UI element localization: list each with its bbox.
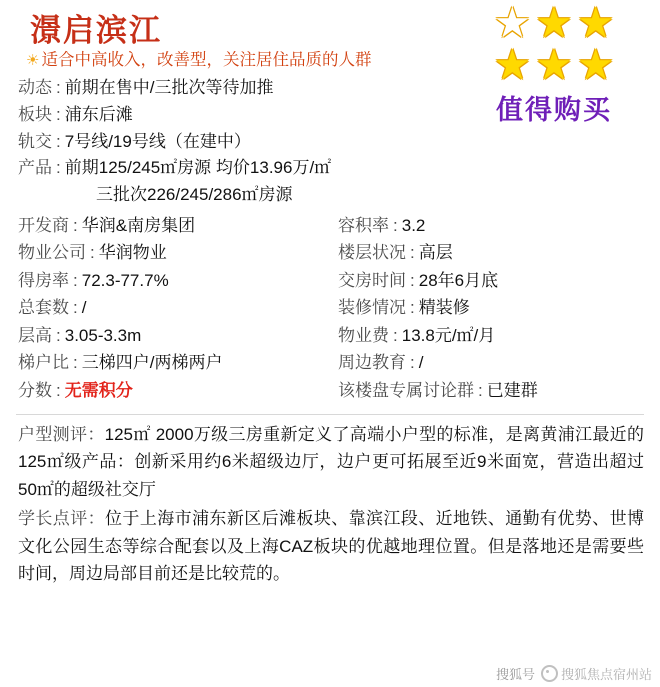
section-divider	[16, 414, 644, 415]
detail-value: 华润物业	[98, 243, 167, 263]
badge-label: 值得购买	[496, 95, 612, 126]
detail-value: 72.3-77.7%	[81, 270, 169, 290]
colon: :	[56, 104, 61, 124]
detail-label: 层高	[18, 325, 52, 345]
colon: :	[56, 325, 61, 345]
detail-label: 容积率	[338, 215, 389, 235]
info-row	[18, 129, 648, 156]
detail-cell	[338, 349, 648, 377]
colon: :	[73, 298, 78, 318]
star-icon: ★	[493, 41, 532, 88]
detail-cell	[338, 212, 648, 240]
detail-label: 交房时间	[338, 270, 406, 290]
watermark-account: 搜狐号	[495, 667, 535, 682]
detail-label: 梯户比	[18, 353, 69, 373]
colon: :	[410, 353, 415, 373]
colon: :	[56, 131, 61, 151]
colon: :	[90, 243, 95, 263]
detail-cell	[18, 322, 338, 350]
review-floorplan	[18, 421, 644, 504]
detail-label: 物业费	[338, 325, 389, 345]
colon: :	[73, 270, 78, 290]
review-text: 125㎡ 2000万级三房重新定义了高端小户型的标准，是离黄浦江最近的125㎡级产品：创新采用约6米超级边厅，边户更可拓展至近9米面宽，营造出超过50㎡的超级社交厅	[18, 424, 645, 499]
detail-value: 三梯四户/两梯两户	[81, 353, 223, 373]
info-row	[18, 155, 648, 182]
info-value: 浦东后滩	[64, 104, 133, 124]
detail-cell	[338, 239, 648, 267]
colon: :	[393, 215, 398, 235]
detail-value: 已建群	[486, 381, 538, 401]
detail-label: 该楼盘专属讨论群	[338, 381, 474, 401]
detail-label: 装修情况	[338, 298, 406, 318]
detail-cell	[18, 239, 338, 267]
detail-cell	[18, 349, 338, 377]
info-label: 轨交	[18, 131, 52, 151]
star-row-bottom	[454, 41, 654, 88]
watermark	[496, 664, 652, 683]
detail-label: 周边教育	[338, 353, 406, 373]
star-icon: ★	[535, 0, 573, 46]
page-title: 澋启滨江	[30, 13, 162, 49]
review-label: 学长点评	[18, 509, 88, 529]
star-row-top	[454, 2, 654, 44]
info-label: 产品	[18, 158, 52, 178]
colon: :	[478, 381, 483, 401]
info-label: 动态	[18, 77, 52, 97]
details-grid	[18, 212, 648, 405]
colon: :	[73, 215, 78, 235]
star-icon: ★	[493, 0, 532, 46]
detail-value: /	[418, 353, 424, 373]
info-label: 板块	[18, 104, 52, 124]
info-note: （在建中）	[165, 131, 251, 151]
info-value: 前期125/245㎡房源 均价13.96万/㎡	[64, 158, 332, 178]
colon: :	[410, 298, 415, 318]
detail-value: 高层	[418, 243, 453, 263]
info-value: 前期在售中/三批次等待加推	[64, 77, 274, 97]
detail-label: 楼层状况	[338, 243, 406, 263]
sohu-logo-group	[541, 664, 652, 683]
sun-icon: ☀	[26, 52, 40, 70]
info-row-secondary	[96, 182, 648, 208]
colon: :	[393, 325, 398, 345]
detail-label: 开发商	[18, 215, 69, 235]
colon: ：	[87, 424, 105, 444]
star-icon: ★	[576, 41, 615, 88]
sohu-logo-icon	[541, 665, 558, 682]
detail-cell	[338, 322, 648, 350]
detail-value: 3.05-3.3m	[64, 325, 142, 345]
watermark-site: 搜狐焦点宿州站	[560, 667, 652, 682]
review-label: 户型测评	[18, 424, 88, 444]
detail-label: 得房率	[18, 270, 69, 290]
star-icon: ★	[535, 41, 573, 88]
subtitle-text: 适合中高收入，改善型，关注居住品质的人群	[41, 51, 372, 70]
detail-value: /	[81, 298, 87, 318]
info-value: 三批次226/245/286㎡房源	[96, 185, 293, 205]
detail-value: 3.2	[401, 215, 426, 235]
star-icon: ★	[576, 0, 615, 46]
colon: :	[410, 243, 415, 263]
detail-value-highlight: 无需积分	[64, 381, 133, 401]
review-expert	[18, 505, 644, 588]
review-text: 位于上海市浦东新区后滩板块、靠滨江段、近地铁、通勤有优势、世博文化公园生态等综合配套以及上海CAZ板块的优越地理位置。但是落地还是需要些时间，周边局部目前还是比较荒的。	[18, 509, 645, 584]
colon: :	[410, 270, 415, 290]
colon: :	[73, 353, 78, 373]
colon: ：	[87, 509, 106, 529]
detail-cell	[338, 377, 648, 405]
detail-cell	[18, 267, 338, 295]
detail-value: 13.8元/㎡/月	[401, 325, 496, 345]
detail-label: 物业公司	[18, 243, 86, 263]
detail-cell	[18, 377, 338, 405]
detail-cell	[338, 267, 648, 295]
detail-label: 分数	[18, 381, 52, 401]
detail-label: 总套数	[18, 298, 69, 318]
colon: :	[56, 381, 61, 401]
detail-cell	[18, 294, 338, 322]
detail-value: 28年6月底	[418, 270, 499, 290]
detail-value: 华润&南房集团	[81, 215, 196, 235]
rating-badge	[454, 2, 654, 127]
detail-cell	[338, 294, 648, 322]
info-value: 7号线/19号线	[64, 131, 166, 151]
detail-cell	[18, 212, 338, 240]
colon: :	[56, 158, 61, 178]
colon: :	[56, 77, 61, 97]
detail-value: 精装修	[418, 298, 470, 318]
